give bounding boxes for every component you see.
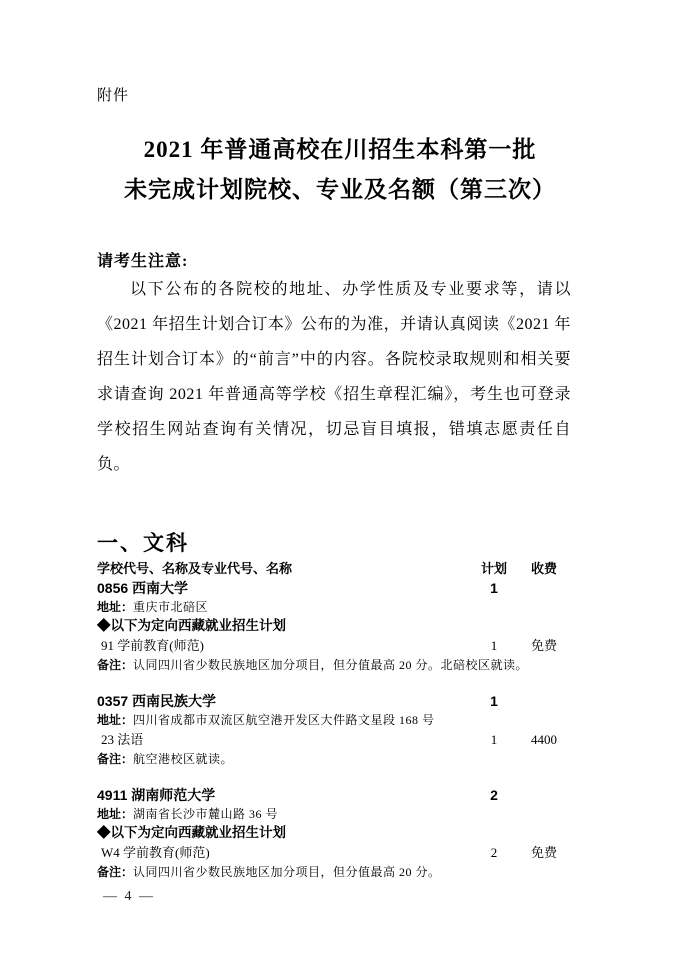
school-code-and-name: 0357 西南民族大学 xyxy=(97,693,217,709)
document-title-line1: 2021 年普通高校在川招生本科第一批 xyxy=(143,137,537,162)
school-row xyxy=(97,691,571,711)
note-text: 认同四川省少数民族地区加分项目，但分值最高 20 分。 xyxy=(133,865,441,879)
note-row xyxy=(97,656,571,675)
major-fee: 免费 xyxy=(530,845,557,860)
school-plan-count: 1 xyxy=(490,580,498,596)
major-code-and-name: 91 学前教育(师范) xyxy=(101,638,204,653)
note-label: 备注： xyxy=(97,752,134,766)
major-plan-count: 2 xyxy=(490,845,498,860)
major-code-and-name: W4 学前教育(师范) xyxy=(101,845,210,860)
document-title-line2: 未完成计划院校、专业及名额（第三次） xyxy=(124,177,556,202)
notice-paragraph: 以下公布的各院校的地址、办学性质及专业要求等，请以《2021 年招生计划合订本》公布的为准，并请认真阅读《2021 年招生计划合订本》的“前言”中的内容。各院校录取规则和相关要求请查询 2021 年普通高等学校《招生章程汇编》，考生也可登录学校招生网站查询有关情况，切忌盲目填报，错填志愿责任自负。 xyxy=(97,281,571,473)
major-fee: 4400 xyxy=(531,732,557,747)
directive-text: ◆以下为定向西藏就业招生计划 xyxy=(97,618,286,633)
address-label: 地址： xyxy=(97,807,134,821)
school-block xyxy=(97,578,571,675)
document-title xyxy=(0,130,680,210)
major-code-and-name: 23 法语 xyxy=(101,732,144,747)
attachment-label: 附件 xyxy=(97,87,130,104)
note-label: 备注： xyxy=(97,658,134,672)
column-header-name: 学校代号、名称及专业代号、名称 xyxy=(97,561,293,576)
note-row xyxy=(97,750,571,769)
major-plan-count: 1 xyxy=(490,638,498,653)
school-block xyxy=(97,785,571,882)
major-row xyxy=(97,635,571,656)
note-text: 认同四川省少数民族地区加分项目，但分值最高 20 分。北碚校区就读。 xyxy=(133,658,529,672)
address-row xyxy=(97,805,571,823)
school-list xyxy=(97,578,571,882)
school-plan-count: 2 xyxy=(490,787,498,803)
school-code-and-name: 4911 湖南师范大学 xyxy=(97,787,216,803)
directive-text: ◆以下为定向西藏就业招生计划 xyxy=(97,825,286,840)
section-heading: 一、文科 xyxy=(97,532,189,555)
address-cell xyxy=(97,598,571,616)
column-header-plan: 计划 xyxy=(480,561,507,576)
address-text: 湖南省长沙市麓山路 36 号 xyxy=(133,807,279,821)
school-block xyxy=(97,691,571,769)
note-label: 备注： xyxy=(97,865,134,879)
note-row xyxy=(97,863,571,882)
address-row xyxy=(97,711,571,729)
address-row xyxy=(97,598,571,616)
directive-row xyxy=(97,823,571,842)
page-number: — 4 — xyxy=(103,889,155,904)
note-text: 航空港校区就读。 xyxy=(133,752,234,766)
table-header-row xyxy=(97,560,571,578)
school-row xyxy=(97,578,571,598)
major-row xyxy=(97,842,571,863)
major-fee: 免费 xyxy=(530,638,557,653)
note-cell xyxy=(97,656,571,675)
note-cell xyxy=(97,750,571,769)
school-code-and-name: 0856 西南大学 xyxy=(97,580,189,596)
address-cell xyxy=(97,711,571,729)
address-label: 地址： xyxy=(97,600,134,614)
directive-row xyxy=(97,616,571,635)
major-plan-count: 1 xyxy=(490,732,498,747)
address-text: 重庆市北碚区 xyxy=(133,600,209,614)
school-row xyxy=(97,785,571,805)
column-header-fee: 收费 xyxy=(530,561,557,576)
address-cell xyxy=(97,805,571,823)
address-text: 四川省成都市双流区航空港开发区大件路文星段 168 号 xyxy=(133,713,435,727)
major-row xyxy=(97,729,571,750)
section-liberal-arts xyxy=(97,530,571,882)
notice-heading: 请考生注意: xyxy=(97,253,189,270)
school-plan-count: 1 xyxy=(490,693,498,709)
note-cell xyxy=(97,863,571,882)
address-label: 地址： xyxy=(97,713,134,727)
